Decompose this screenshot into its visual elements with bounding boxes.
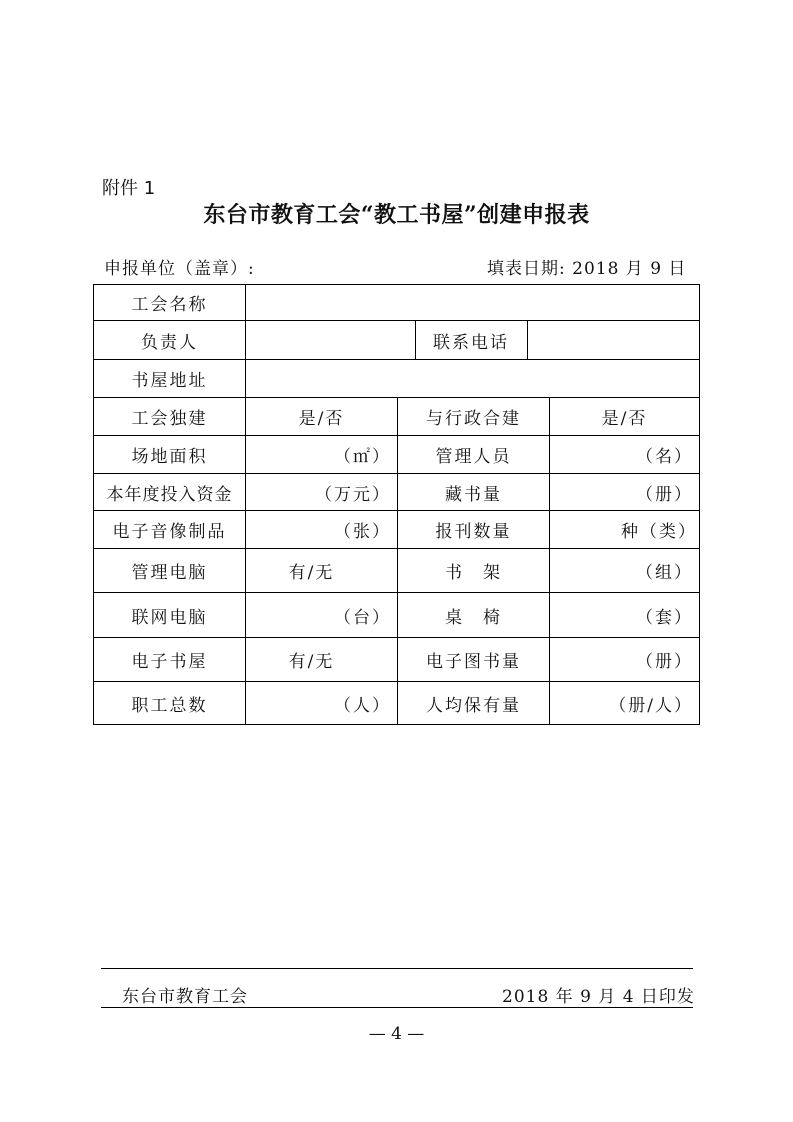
phone-field[interactable] <box>527 321 699 359</box>
footer-organization: 东台市教育工会 <box>122 987 248 1007</box>
footer-top-rule <box>101 968 693 969</box>
form-row-av <box>94 511 700 549</box>
funds-label: 本年度投入资金 <box>94 474 246 511</box>
ebook-count-field[interactable]: （册） <box>550 638 700 682</box>
area-label: 场地面积 <box>94 436 246 474</box>
net-pc-field[interactable]: （台） <box>246 593 398 638</box>
form-row-build-type <box>94 398 700 436</box>
manager-label: 负责人 <box>94 321 246 360</box>
page-number: — 4 — <box>368 1024 425 1044</box>
footer-issue-date: 2018 年 9 月 4 日印发 <box>502 987 695 1007</box>
admin-staff-label: 管理人员 <box>398 436 550 474</box>
books-field[interactable]: （册） <box>550 474 700 511</box>
form-row-staff <box>94 682 700 725</box>
mgmt-pc-label: 管理电脑 <box>94 549 246 593</box>
joint-value[interactable]: 是/否 <box>550 398 700 436</box>
av-field[interactable]: （张） <box>246 511 398 549</box>
av-label: 电子音像制品 <box>94 511 246 549</box>
applicant-unit-label: 申报单位（盖章）: <box>104 259 255 279</box>
net-pc-label: 联网电脑 <box>94 593 246 638</box>
footer-bottom-rule <box>101 1007 693 1008</box>
area-field[interactable]: （㎡） <box>246 436 398 474</box>
manager-field[interactable] <box>246 321 415 359</box>
union-name-field[interactable] <box>246 285 700 321</box>
address-field[interactable] <box>246 360 700 398</box>
independent-value[interactable]: 是/否 <box>246 398 398 436</box>
form-row-area <box>94 436 700 474</box>
mgmt-pc-value[interactable]: 有/无 <box>246 549 398 593</box>
staff-total-label: 职工总数 <box>94 682 246 725</box>
desk-field[interactable]: （套） <box>550 593 700 638</box>
desk-label: 桌 椅 <box>398 593 550 638</box>
shelf-field[interactable]: （组） <box>550 549 700 593</box>
form-row-mgmt-pc <box>94 549 700 593</box>
form-row-address <box>94 360 700 398</box>
ebook-count-label: 电子图书量 <box>398 638 550 682</box>
periodicals-label: 报刊数量 <box>398 511 550 549</box>
form-row-net-pc <box>94 593 700 638</box>
joint-label: 与行政合建 <box>398 398 550 436</box>
form-row-funds <box>94 474 700 511</box>
application-form-table <box>93 284 700 725</box>
union-name-label: 工会名称 <box>94 285 246 321</box>
form-row-manager <box>94 321 700 360</box>
independent-label: 工会独建 <box>94 398 246 436</box>
attachment-label: 附件 1 <box>102 178 156 199</box>
ebook-room-label: 电子书屋 <box>94 638 246 682</box>
manager-phone-cell <box>246 321 700 360</box>
shelf-label: 书 架 <box>398 549 550 593</box>
document-title: 东台市教育工会“教工书屋”创建申报表 <box>203 202 590 228</box>
periodicals-field[interactable]: 种（类） <box>550 511 700 549</box>
phone-label: 联系电话 <box>415 321 527 359</box>
form-row-ebook <box>94 638 700 682</box>
funds-field[interactable]: （万元） <box>246 474 398 511</box>
fill-date: 填表日期: 2018 月 9 日 <box>487 259 687 279</box>
address-label: 书屋地址 <box>94 360 246 398</box>
manager-phone-subtable <box>246 321 699 359</box>
form-row-union-name <box>94 285 700 321</box>
ebook-room-value[interactable]: 有/无 <box>246 638 398 682</box>
per-capita-field[interactable]: （册/人） <box>550 682 700 725</box>
books-label: 藏书量 <box>398 474 550 511</box>
staff-total-field[interactable]: （人） <box>246 682 398 725</box>
per-capita-label: 人均保有量 <box>398 682 550 725</box>
admin-staff-field[interactable]: （名） <box>550 436 700 474</box>
